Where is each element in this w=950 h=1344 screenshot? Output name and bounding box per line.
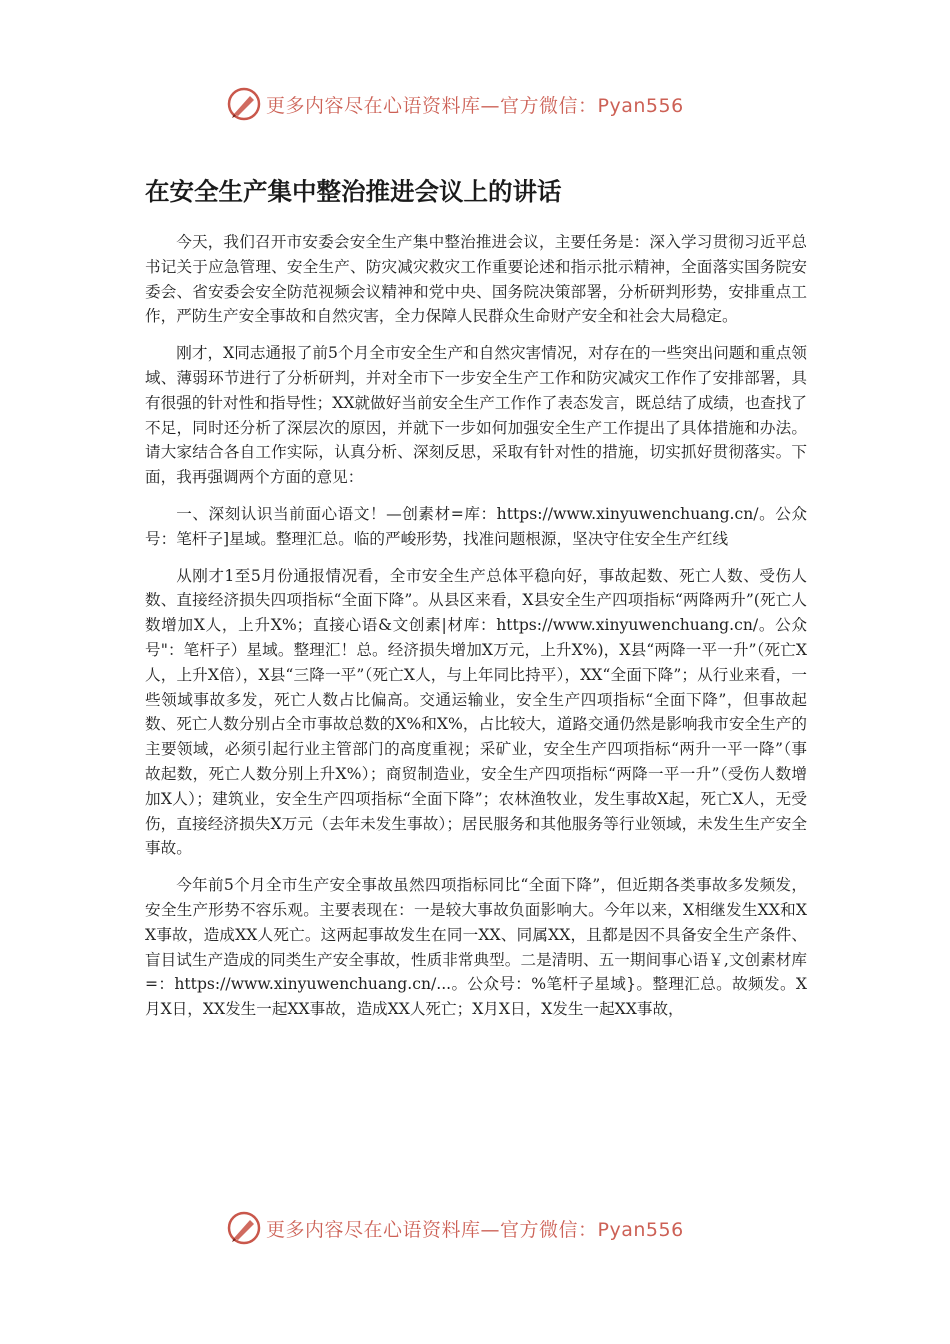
pen-logo-icon [226,1210,262,1246]
paragraph-intro: 今天，我们召开市安委会安全生产集中整治推进会议，主要任务是：深入学习贯彻习近平总书记关于应急管理、安全生产、防灾减灾救灾工作重要论述和指示批示精神，全面落实国务院安委会、省安委会安全防范视频会议精神和党中央、国务院决策部署，分析研判形势，安排重点工作，严防生产安全事故和自然灾害，全力保障人民群众生命财产安全和社会大局稳定。 [145,233,807,326]
document-title: 在安全生产集中整治推进会议上的讲话 [145,177,562,206]
paragraph-situation: 今年前5个月全市生产安全事故虽然四项指标同比“全面下降”，但近期各类事故多发频发，安全生产形势不容乐观。主要表现在：一是较大事故负面影响大。今年以来，X相继发生XX和XX事故，造成XX人死亡。这两起事故发生在同一XX、同属XX，且都是因不具备安全生产条件、盲目试生产造成的同类生产安全事故，性质非常典型。二是清明、五一期间事心语￥,文创素材库=：https://www.xinyuwenchuang.cn/...。公众号：%笔杆子星域}。整理汇总。故频发。X月X日，XX发生一起XX事故，造成XX人死亡；X月X日，X发生一起XX事故， [145,876,807,1019]
footer-watermark-banner [226,1208,726,1248]
footer-watermark-text: 更多内容尽在心语资料库—官方微信：Pyan556 [266,1218,684,1241]
document-body [145,172,807,1034]
header-watermark-banner [226,84,726,124]
header-watermark-text: 更多内容尽在心语资料库—官方微信：Pyan556 [266,94,684,117]
section-heading-one: 一、深刻认识当前面心语文！—创素材=库：https://www.xinyuwenchuang.cn/。公众号：笔杆子]星域。整理汇总。临的严峻形势，找准问题根源，坚决守住安全生产红线 [145,504,807,548]
pen-logo-icon [226,86,262,122]
paragraph-review: 刚才，X同志通报了前5个月全市安全生产和自然灾害情况，对存在的一些突出问题和重点领域、薄弱环节进行了分析研判，并对全市下一步安全生产工作和防灾减灾工作作了安排部署，具有很强的针对性和指导性；XX就做好当前安全生产工作作了表态发言，既总结了成绩，也查找了不足，同时还分析了深层次的原因，并就下一步如何加强安全生产工作提出了具体措施和办法。请大家结合各自工作实际，认真分析、深刻反思，采取有针对性的措施，切实抓好贯彻落实。下面，我再强调两个方面的意见： [145,344,807,487]
paragraph-statistics: 从刚才1至5月份通报情况看，全市安全生产总体平稳向好，事故起数、死亡人数、受伤人数、直接经济损失四项指标“全面下降”。从县区来看，X县安全生产四项指标“两降两升”(死亡人数增加X人，上升X%；直接心语&文创素|材库：https://www.xinyuwenchuang.cn/。公众号"：笔杆子）星域。整理汇！总。经济损失增加X万元，上升X%)，X县“两降一平一升”（死亡X人，上升X倍），X县“三降一平”（死亡X人，与上年同比持平），XX“全面下降”；从行业来看，一些领域事故多发，死亡人数占比偏高。交通运输业，安全生产四项指标“全面下降”，但事故起数、死亡人数分别占全市事故总数的X%和X%，占比较大，道路交通仍然是影响我市安全生产的主要领域，必须引起行业主管部门的高度重视；采矿业，安全生产四项指标“两升一平一降”（事故起数，死亡人数分别上升X%）；商贸制造业，安全生产四项指标“两降一平一升”（受伤人数增加X人）；建筑业，安全生产四项指标“全面下降”；农林渔牧业，发生事故X起，死亡X人，无受伤，直接经济损失X万元（去年未发生事故）；居民服务和其他服务等行业领域，未发生生产安全事故。 [145,566,807,858]
